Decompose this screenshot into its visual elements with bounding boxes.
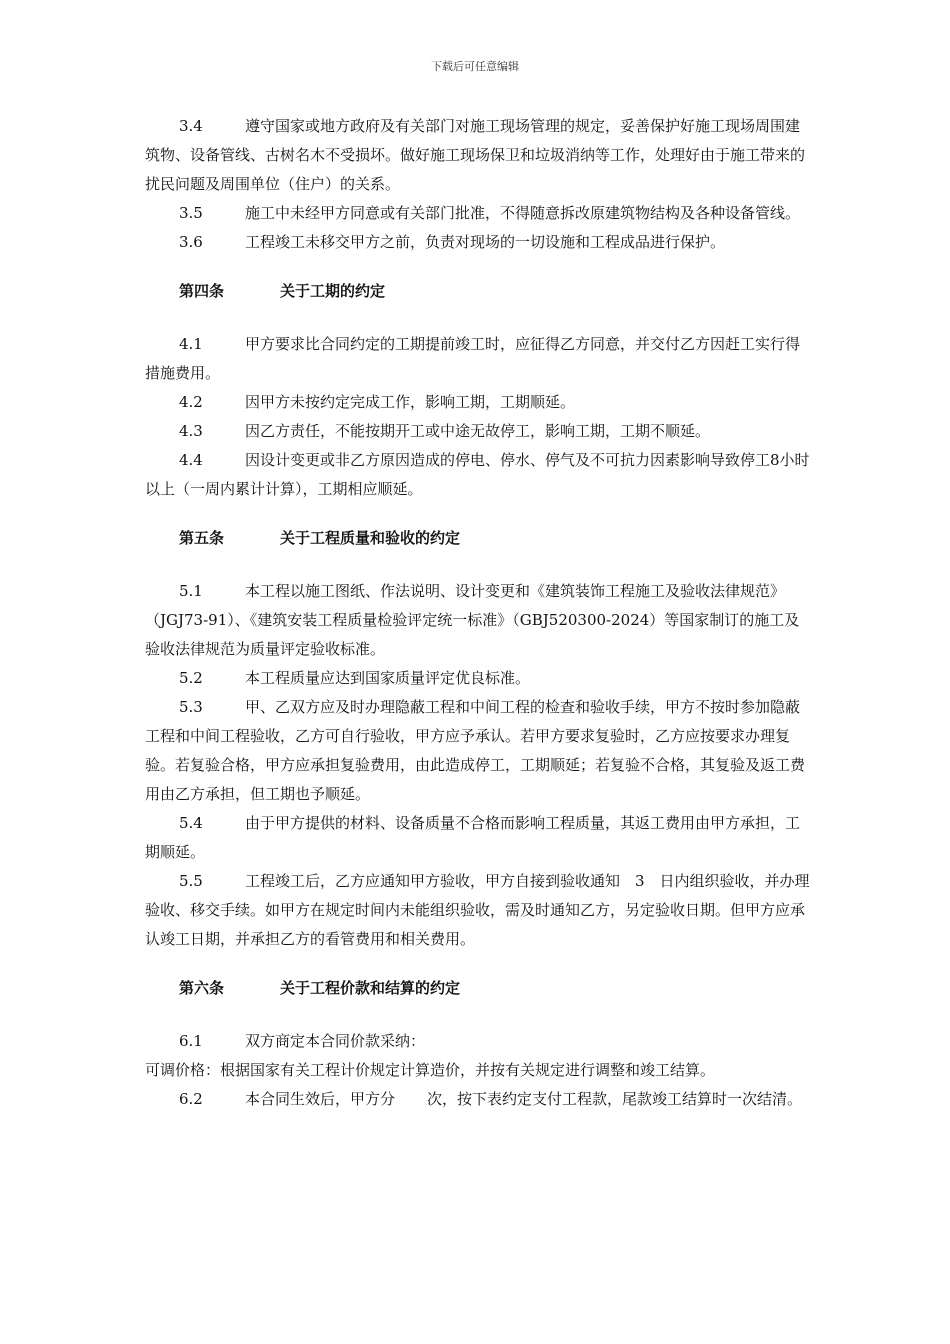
section-title: 关于工程质量和验收的约定 bbox=[280, 529, 461, 547]
clause-number: 3.6 bbox=[179, 233, 203, 251]
section-number: 第六条 bbox=[179, 979, 225, 997]
section-heading-5 bbox=[179, 524, 810, 553]
section-number: 第五条 bbox=[179, 529, 225, 547]
clause-4-2 bbox=[145, 388, 810, 417]
clause-6-1 bbox=[145, 1027, 810, 1056]
section-heading-4 bbox=[179, 277, 810, 306]
clause-5-2 bbox=[145, 664, 810, 693]
clause-number: 4.4 bbox=[179, 451, 203, 469]
clause-4-4 bbox=[145, 446, 810, 504]
clause-text: 工程竣工未移交甲方之前，负责对现场的一切设施和工程成品进行保护。 bbox=[245, 233, 726, 251]
clause-4-3 bbox=[145, 417, 810, 446]
clause-4-1 bbox=[145, 330, 810, 388]
clause-5-3 bbox=[145, 693, 810, 809]
clause-number: 4.2 bbox=[179, 393, 203, 411]
clause-number: 5.4 bbox=[179, 814, 203, 832]
clause-text: 本工程以施工图纸、作法说明、设计变更和《建筑装饰工程施工及验收法律规范》（JGJ73-91）、《建筑安装工程质量检验评定统一标准》（GBJ520300-2024）等国家制订的施工及验收法律规范为质量评定验收标准。 bbox=[145, 582, 800, 658]
section-title: 关于工期的约定 bbox=[280, 282, 386, 300]
clause-text: 工程竣工后，乙方应通知甲方验收，甲方自接到验收通知 3 日内组织验收，并办理验收、移交手续。如甲方在规定时间内未能组织验收，需及时通知乙方，另定验收日期。但甲方应承认竣工日期，并承担乙方的看管费用和相关费用。 bbox=[145, 872, 810, 948]
clause-text: 由于甲方提供的材料、设备质量不合格而影响工程质量，其返工费用由甲方承担，工期顺延。 bbox=[145, 814, 801, 861]
clause-text: 因设计变更或非乙方原因造成的停电、停水、停气及不可抗力因素影响导致停工8小时以上（一周内累计计算），工期相应顺延。 bbox=[145, 451, 810, 498]
clause-text: 甲、乙双方应及时办理隐蔽工程和中间工程的检查和验收手续，甲方不按时参加隐蔽工程和中间工程验收，乙方可自行验收，甲方应予承认。若甲方要求复验时，乙方应按要求办理复验。若复验合格，甲方应承担复验费用，由此造成停工，工期顺延；若复验不合格，其复验及返工费用由乙方承担，但工期也予顺延。 bbox=[145, 698, 806, 803]
clause-number: 4.3 bbox=[179, 422, 203, 440]
clause-text: 双方商定本合同价款采纳： bbox=[245, 1032, 426, 1050]
clause-text: 本工程质量应达到国家质量评定优良标准。 bbox=[245, 669, 531, 687]
clause-text-cont: 次，按下表约定支付工程款，尾款竣工结算时一次结清。 bbox=[427, 1090, 803, 1108]
clause-text: 因乙方责任，不能按期开工或中途无故停工，影响工期，工期不顺延。 bbox=[245, 422, 711, 440]
clause-text: 遵守国家或地方政府及有关部门对施工现场管理的规定，妥善保护好施工现场周围建筑物、设备管线、古树名木不受损坏。做好施工现场保卫和垃圾消纳等工作，处理好由于施工带来的扰民问题及周围单位（住户）的关系。 bbox=[145, 117, 806, 193]
clause-number: 3.5 bbox=[179, 204, 203, 222]
clause-text: 可调价格：根据国家有关工程计价规定计算造价，并按有关规定进行调整和竣工结算。 bbox=[145, 1061, 716, 1079]
page-header: 下载后可任意编辑 bbox=[431, 60, 519, 73]
clause-text: 本合同生效后，甲方分 bbox=[245, 1090, 396, 1108]
clause-number: 3.4 bbox=[179, 117, 203, 135]
clause-3-5 bbox=[145, 199, 810, 228]
clause-3-6 bbox=[145, 228, 810, 257]
section-heading-6 bbox=[179, 974, 810, 1003]
clause-5-4 bbox=[145, 809, 810, 867]
clause-number: 6.2 bbox=[179, 1090, 203, 1108]
section-title: 关于工程价款和结算的约定 bbox=[280, 979, 461, 997]
clause-6-1-detail bbox=[145, 1056, 810, 1085]
document-body bbox=[145, 112, 810, 1114]
clause-6-2 bbox=[145, 1085, 810, 1114]
clause-number: 5.5 bbox=[179, 872, 203, 890]
clause-number: 5.2 bbox=[179, 669, 203, 687]
clause-3-4 bbox=[145, 112, 810, 199]
section-number: 第四条 bbox=[179, 282, 225, 300]
clause-text: 施工中未经甲方同意或有关部门批准，不得随意拆改原建筑物结构及各种设备管线。 bbox=[245, 204, 801, 222]
clause-number: 5.3 bbox=[179, 698, 203, 716]
clause-5-5 bbox=[145, 867, 810, 954]
clause-5-1 bbox=[145, 577, 810, 664]
clause-number: 6.1 bbox=[179, 1032, 203, 1050]
clause-text: 甲方要求比合同约定的工期提前竣工时，应征得乙方同意，并交付乙方因赶工实行得措施费用。 bbox=[145, 335, 801, 382]
clause-number: 5.1 bbox=[179, 582, 203, 600]
clause-text: 因甲方未按约定完成工作，影响工期，工期顺延。 bbox=[245, 393, 576, 411]
clause-number: 4.1 bbox=[179, 335, 203, 353]
